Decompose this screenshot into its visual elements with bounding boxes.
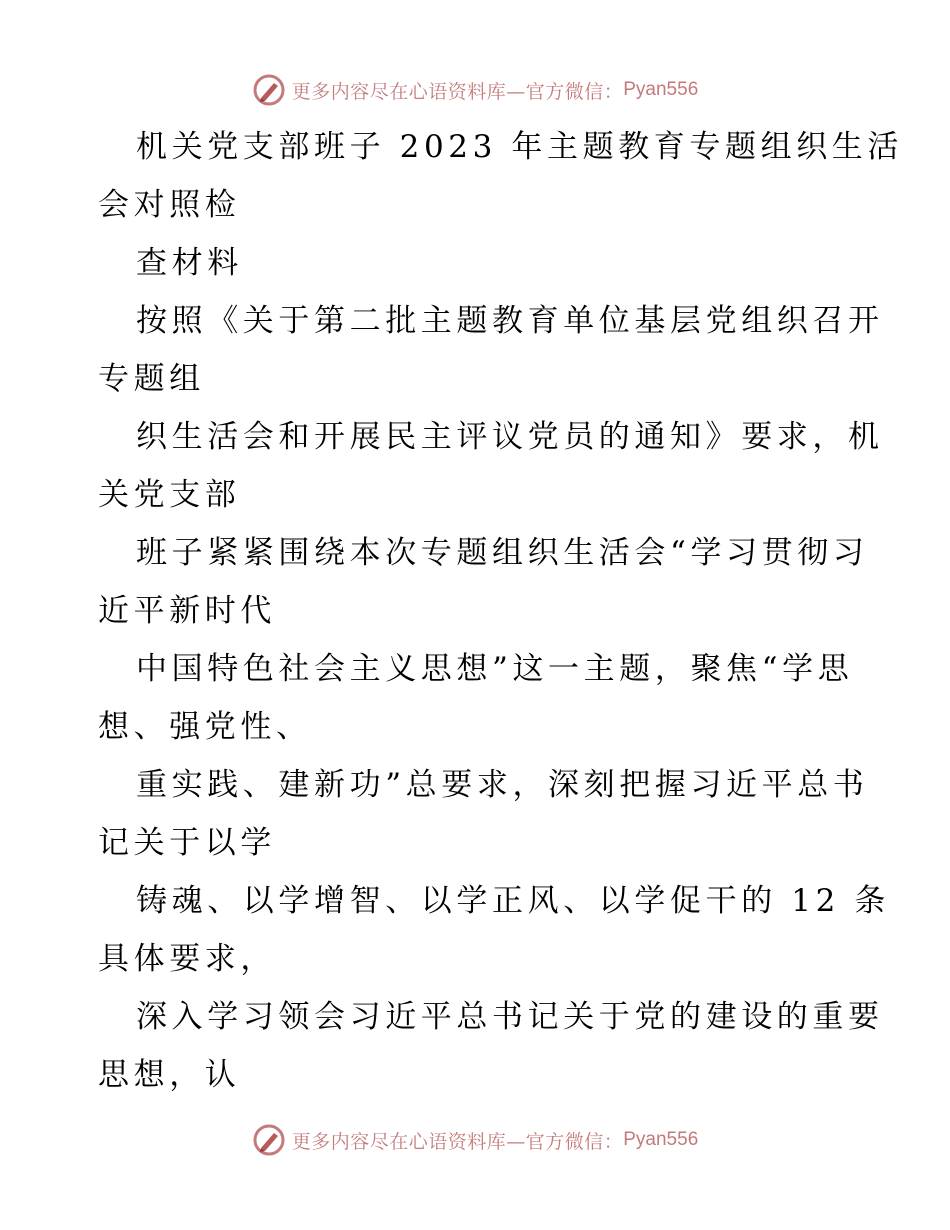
text-line: 会对照检	[98, 187, 241, 223]
footer-watermark	[0, 1120, 950, 1160]
text-line: 查材料	[136, 245, 243, 281]
text-line: 机关党支部班子 2023 年主题教育专题组织生活	[136, 129, 903, 165]
text-line: 按照《关于第二批主题教育单位基层党组织召开	[136, 303, 884, 339]
pen-circle-logo-icon	[252, 1123, 286, 1157]
text-line: 近平新时代	[98, 593, 276, 629]
watermark-wechat-id: Pyan556	[623, 79, 699, 100]
text-line: 关党支部	[98, 477, 241, 513]
pen-circle-logo-icon	[252, 73, 286, 107]
text-line: 织生活会和开展民主评议党员的通知》要求，机	[136, 419, 884, 455]
text-line: 深入学习领会习近平总书记关于党的建设的重要	[136, 999, 884, 1035]
watermark-text: 更多内容尽在心语资料库—官方微信：	[291, 1130, 624, 1153]
text-line: 专题组	[98, 361, 205, 397]
watermark-wechat-id: Pyan556	[623, 1129, 699, 1150]
text-line: 具体要求，	[98, 941, 276, 977]
text-line: 想、强党性、	[98, 709, 312, 745]
text-line: 中国特色社会主义思想”这一主题，聚焦“学思	[136, 651, 854, 687]
watermark-text: 更多内容尽在心语资料库—官方微信：	[291, 80, 624, 103]
text-line: 铸魂、以学增智、以学正风、以学促干的 12 条	[136, 883, 890, 919]
text-line: 重实践、建新功”总要求，深刻把握习近平总书	[136, 767, 869, 803]
text-line: 班子紧紧围绕本次专题组织生活会“学习贯彻习	[136, 535, 869, 571]
header-watermark	[0, 70, 950, 110]
document-body	[98, 118, 903, 1104]
text-line: 记关于以学	[98, 825, 276, 861]
text-line: 思想，认	[98, 1057, 241, 1093]
